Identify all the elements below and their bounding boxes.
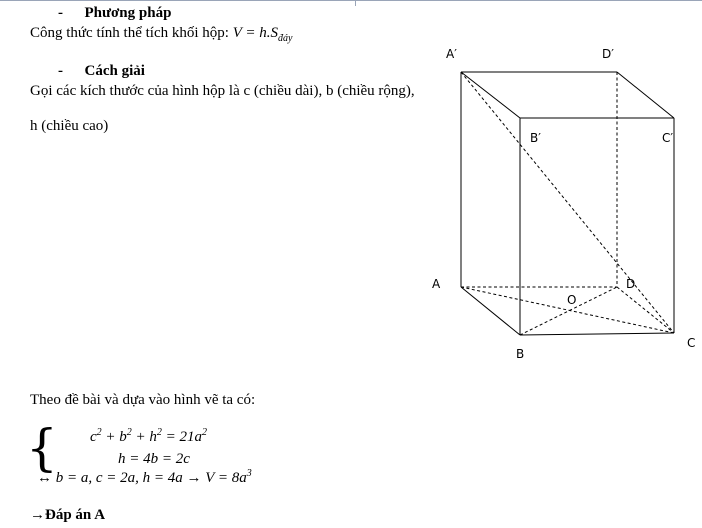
label-o: O (567, 293, 577, 307)
heading-solution-label: Cách giải (84, 63, 145, 79)
label-b1: B′ (530, 131, 541, 145)
eq1-c: c (90, 429, 97, 445)
eq3-text: ↔ b = a, c = 2a, h = 4a → V = 8a (37, 470, 247, 486)
eq1-h: + h (131, 429, 157, 445)
formula-line (30, 24, 292, 42)
formula-text: Công thức tính thể tích khối hộp: (30, 25, 233, 41)
formula-math (232, 25, 293, 44)
heading-method-dash: - (58, 5, 63, 21)
eq1-c-exp: 2 (96, 427, 102, 438)
intro-text: Theo đề bài và dựa vào hình vẽ ta có: (30, 392, 256, 408)
eq1-rhs-exp: 2 (202, 427, 208, 438)
equation-3 (37, 469, 252, 487)
label-a1: A′ (446, 47, 457, 61)
system-brace: { (26, 419, 58, 477)
page-top-border (0, 0, 702, 1)
eq1-b: + b (101, 429, 127, 445)
eq1-h-exp: 2 (156, 427, 162, 438)
heading-solution (58, 62, 145, 80)
equation-2: h = 4b = 2c (118, 451, 190, 467)
edge-a-b (461, 287, 520, 335)
answer-text: Đáp án A (45, 507, 106, 523)
label-d1: D′ (602, 47, 614, 61)
label-a: A (432, 277, 441, 291)
eq3-exp: 3 (246, 468, 252, 479)
eq1-b-exp: 2 (126, 427, 132, 438)
label-b: B (516, 347, 525, 361)
label-c1: C′ (662, 131, 674, 145)
heading-solution-dash: - (58, 63, 63, 79)
answer-arrow-icon: → (30, 507, 45, 523)
eq1-rhs: = 21a (161, 429, 203, 445)
solution-line-1: Gọi các kích thước của hình hộp là c (chiều dài), b (chiều rộng), (30, 83, 415, 99)
label-d: D (626, 277, 636, 291)
heading-method (58, 4, 171, 22)
formula-volume: V = h.S (232, 25, 278, 41)
equation-1 (90, 428, 207, 446)
formula-subscript: đáy (277, 33, 293, 44)
edge-d-c-hidden (617, 287, 674, 333)
edge-a1-b1 (461, 72, 520, 118)
answer-line (30, 506, 105, 524)
edge-d1-c1 (617, 72, 674, 118)
label-c: C (687, 336, 696, 350)
heading-method-label: Phương pháp (84, 5, 172, 21)
page-top-marker (355, 0, 356, 6)
edge-b-c (520, 333, 674, 335)
box-figure (420, 40, 702, 370)
solution-line-2: h (chiều cao) (30, 118, 109, 134)
